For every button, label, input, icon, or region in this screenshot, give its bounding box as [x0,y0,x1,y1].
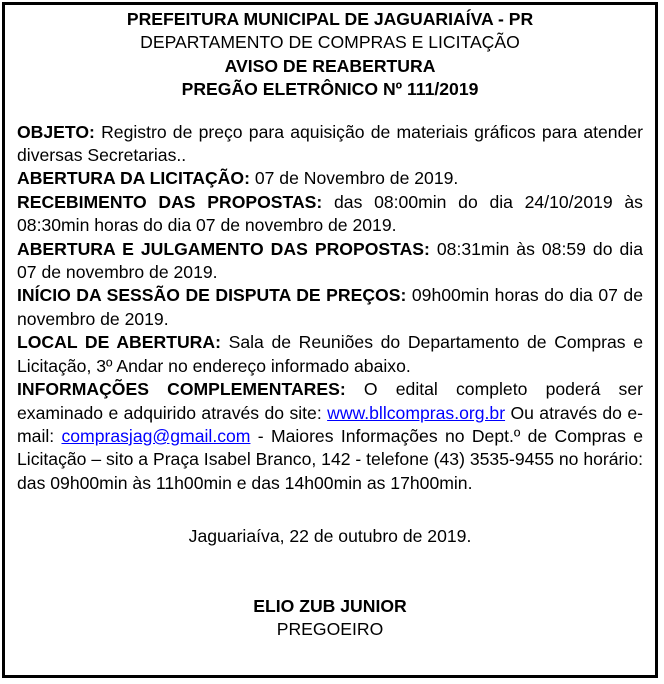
signature-role: PREGOEIRO [276,618,384,639]
objeto-label: OBJETO: [17,121,95,142]
notice-document [2,2,658,678]
site-link[interactable]: www.bllcompras.org.br [327,402,506,423]
document-header [17,8,643,102]
local-abertura-paragraph [17,331,643,378]
recebimento-propostas-label: RECEBIMENTO DAS PROPOSTAS: [17,191,323,212]
abertura-julgamento-paragraph [17,238,643,285]
abertura-licitacao-text: 07 de Novembro de 2019. [249,168,459,189]
inicio-disputa-label: INÍCIO DA SESSÃO DE DISPUTA DE PREÇOS: [17,285,407,306]
informacoes-seg2: Ou através do e-mail: [17,402,643,446]
recebimento-propostas-text: das 08:00min do dia 24/10/2019 às 08:30min horas do dia 07 de novembro de 2019. [17,191,643,236]
date-line: Jaguariaíva, 22 de outubro de 2019. [188,526,472,547]
header-notice-type: AVISO DE REABERTURA [224,55,436,76]
informacoes-seg1: O edital completo poderá ser examinado e adquirido através do site: [17,379,643,423]
informacoes-label: INFORMAÇÕES COMPLEMENTARES: [17,379,346,400]
abertura-julgamento-label: ABERTURA E JULGAMENTO DAS PROPOSTAS: [17,238,430,259]
document-body [17,121,643,496]
inicio-disputa-paragraph [17,284,643,331]
informacoes-seg3: - Maiores Informações no Dept.º de Compras e Licitação – sito a Praça Isabel Branco, 142 - telefone (43) 3535-9455 no horário: das 09h00min às 11h00min e das 14h00min as 17h00min. [17,425,643,493]
abertura-licitacao-label: ABERTURA DA LICITAÇÃO: [17,168,250,189]
informacoes-paragraph [17,378,643,495]
recebimento-propostas-paragraph [17,191,643,238]
email-link[interactable]: comprasjag@gmail.com [61,425,251,446]
signature-name: ELIO ZUB JUNIOR [253,595,407,616]
signature-block [17,595,643,642]
abertura-julgamento-text: 08:31min às 08:59 do dia 07 de novembro de 2019. [17,238,643,283]
local-abertura-text: Sala de Reuniões do Departamento de Compras e Licitação, 3º Andar no endereço informado abaixo. [17,332,643,376]
objeto-text: Registro de preço para aquisição de materiais gráficos para atender diversas Secretarias.. [17,121,643,166]
header-auction-number: PREGÃO ELETRÔNICO Nº 111/2019 [181,79,479,100]
abertura-licitacao-paragraph [17,167,643,190]
header-entity-title: PREFEITURA MUNICIPAL DE JAGUARIAÍVA - PR [126,9,534,29]
local-abertura-label: LOCAL DE ABERTURA: [17,332,221,353]
objeto-paragraph [17,121,643,168]
inicio-disputa-text: 09h00min horas do dia 07 de novembro de 2019. [17,285,643,329]
header-department: DEPARTAMENTO DE COMPRAS E LICITAÇÃO [140,32,520,53]
